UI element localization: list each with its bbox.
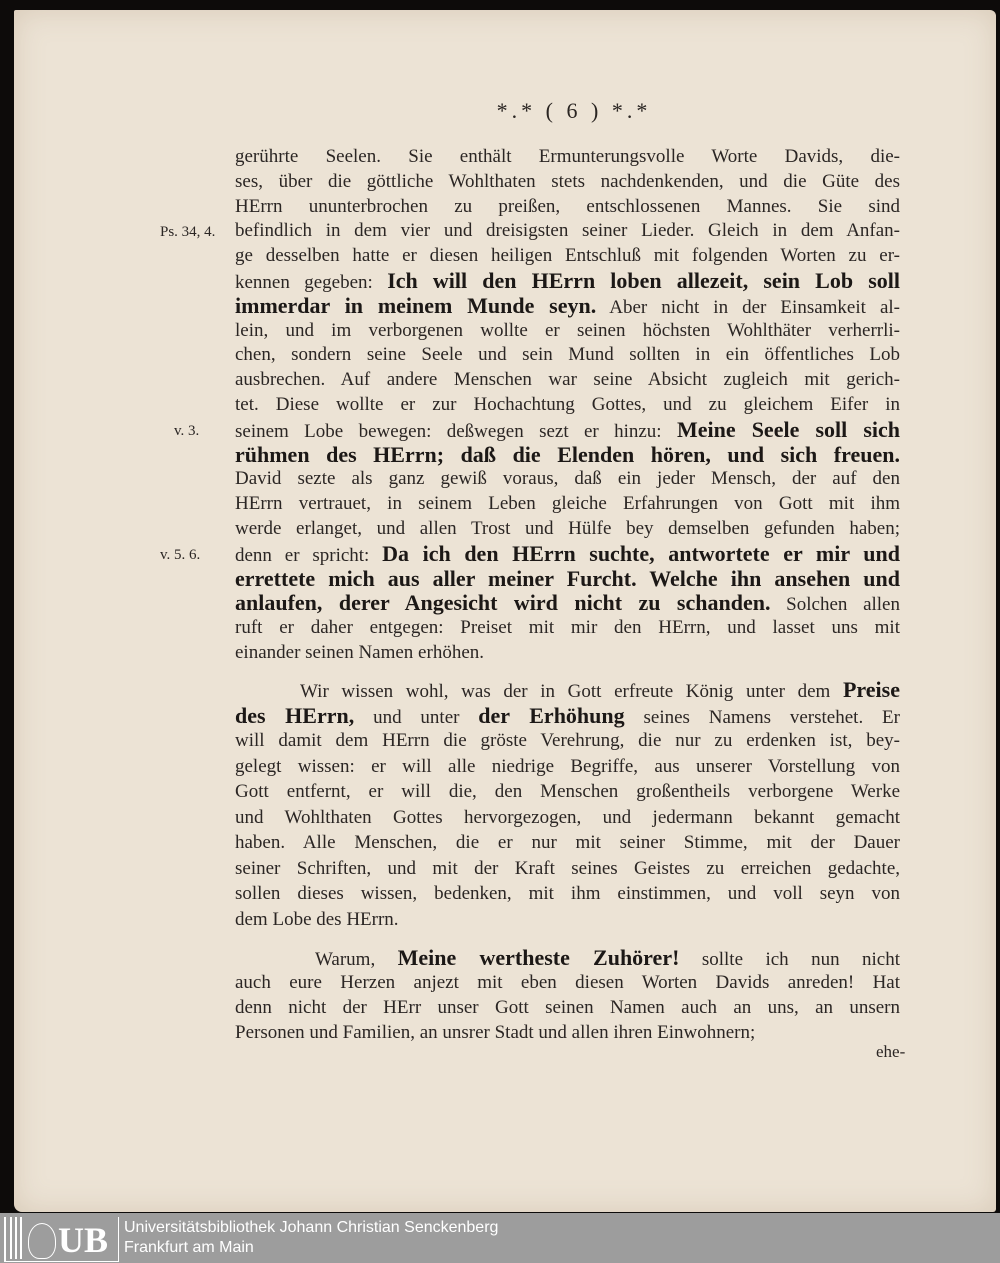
text-line — [235, 592, 900, 616]
text-line — [235, 730, 900, 752]
text-line — [235, 196, 900, 218]
text-run: ruft er daher entgegen: Preiset mit mir den HErrn, und lasset uns mit — [235, 617, 900, 639]
text-run: tet. Diese wollte er zur Hochachtung Gottes, und zu gleichem Eifer in — [235, 394, 900, 415]
text-line — [235, 270, 900, 294]
text-line — [235, 702, 900, 729]
text-line — [315, 947, 900, 971]
text-line — [235, 369, 900, 391]
text-run: sollen dieses wissen, bedenken, mit ihm einstimmen, und voll seyn von — [235, 883, 900, 904]
emphasized-quote: rühmen des HErrn; daß die Elenden hören, und sich freuen. — [235, 441, 900, 467]
text-line — [235, 245, 900, 267]
library-footer-banner — [0, 1213, 1000, 1263]
library-logo — [4, 1217, 119, 1262]
text-run: Solchen allen — [770, 594, 900, 616]
emphasized-quote: Ich will den HErrn loben allezeit, sein Lob soll — [387, 268, 901, 293]
text-line — [235, 468, 900, 490]
text-run: werde erlanget, und allen Trost und Hülfe bey demselben gefunden haben; — [235, 518, 900, 539]
margin-note: v. 3. — [174, 422, 200, 439]
text-line — [235, 972, 900, 994]
emphasized-quote: Preise — [842, 677, 900, 702]
portrait-icon — [28, 1223, 56, 1259]
text-run: einander seinen Namen erhöhen. — [235, 642, 485, 663]
text-line — [235, 171, 900, 193]
page-number-header: *.* ( 6 ) *.* — [496, 98, 652, 123]
text-line — [235, 883, 900, 905]
text-line — [235, 565, 900, 592]
text-run: David sezte als ganz gewiß voraus, daß ein jeder Mensch, der auf den — [235, 468, 900, 490]
text-line — [235, 292, 900, 319]
text-run: ge desselben hatte er diesen heiligen Entschluß mit folgenden Worten zu er- — [235, 245, 900, 267]
text-run: und unter — [354, 706, 479, 728]
emphasized-quote: Da ich den HErrn suchte, antwortete er mir und — [382, 540, 900, 566]
text-run: gelegt wissen: er will alle niedrige Begriffe, aus unserer Vorstellung von — [235, 755, 900, 777]
text-run: chen, sondern seine Seele und sein Mund sollten in ein öffentliches Lob — [235, 344, 900, 366]
text-run: sollte ich nun nicht — [679, 949, 901, 970]
text-run: Gott entfernt, er will die, den Menschen großentheils verborgene Werke — [235, 781, 900, 802]
text-run: ausbrechen. Auf andere Menschen war seine Absicht zugleich mit gerich- — [235, 369, 900, 391]
text-run: Warum, — [315, 949, 398, 970]
text-run: HErrn ununterbrochen zu preißen, entschlossenen Mannes. Sie sind — [235, 195, 900, 217]
text-line — [235, 540, 900, 567]
text-run: seiner Schriften, und mit der Kraft seines Geistes zu erreichen gedachte, — [235, 857, 900, 879]
text-run: auch eure Herzen anjezt mit eben diesen Worten Davids anreden! Hat — [235, 972, 900, 993]
catchword: ehe- — [876, 1042, 906, 1061]
text-line — [235, 344, 900, 366]
text-line — [235, 858, 900, 880]
text-line — [235, 909, 900, 931]
text-run: denn er spricht: — [235, 544, 383, 566]
text-run: und Wohlthaten Gottes hervorgezogen, und jedermann bekannt gemacht — [235, 806, 900, 828]
text-run: Personen und Familien, an unsrer Stadt und allen ihren Einwohnern; — [235, 1022, 756, 1043]
text-line — [235, 493, 900, 515]
text-line — [235, 997, 900, 1019]
text-line — [235, 220, 900, 242]
margin-note: v. 5. 6. — [160, 546, 201, 563]
text-run: seinem Lobe bewegen: deßwegen sezt er hinzu: — [235, 420, 677, 442]
text-line — [235, 394, 900, 416]
text-run: Aber nicht in der Einsamkeit al- — [596, 296, 900, 318]
logo-text: UB — [58, 1220, 109, 1260]
institution-city: Frankfurt am Main — [124, 1239, 254, 1256]
emphasized-quote: Meine Seele soll sich — [676, 416, 901, 442]
text-line — [300, 679, 900, 703]
text-line — [235, 416, 901, 443]
institution-name: Universitätsbibliothek Johann Christian Senckenberg — [124, 1219, 499, 1236]
text-run: befindlich in dem vier und dreisigsten seiner Lieder. Gleich in dem Anfan- — [235, 220, 900, 242]
emphasized-quote: anlaufen, derer Angesicht wird nicht zu schanden. — [235, 590, 771, 616]
text-run: Wir wissen wohl, was der in Gott erfreute König unter dem — [300, 681, 843, 702]
emphasized-quote: immerdar in meinem Munde seyn. — [235, 292, 597, 318]
text-line — [235, 518, 900, 540]
text-run: dem Lobe des HErrn. — [235, 908, 399, 930]
document-page — [14, 10, 996, 1212]
text-line — [235, 756, 900, 778]
text-line — [235, 617, 900, 639]
text-line — [235, 807, 900, 829]
margin-note: Ps. 34, 4. — [160, 224, 216, 241]
text-line — [235, 781, 900, 803]
text-line — [235, 146, 900, 168]
text-run: will damit dem HErrn die gröste Verehrung, die nur zu erdenken ist, bey- — [235, 730, 900, 751]
text-line — [235, 642, 900, 664]
emphasized-quote: der Erhöhung — [478, 702, 625, 728]
text-run: kennen gegeben: — [235, 272, 388, 293]
emphasized-quote: Meine wertheste Zuhörer! — [397, 945, 680, 970]
text-line — [235, 832, 900, 854]
text-run: seines Namens verstehet. Er — [624, 706, 900, 728]
emphasized-quote: des HErrn, — [235, 702, 355, 728]
text-run: haben. Alle Menschen, die er nur mit seiner Stimme, mit der Dauer — [235, 832, 900, 853]
emphasized-quote: errettete mich aus aller meiner Furcht. Welche ihn ansehen und — [235, 565, 900, 591]
text-run: lein, und im verborgenen wollte er seinen höchsten Wohlthäter verherrli- — [235, 319, 900, 341]
text-run: gerührte Seelen. Sie enthält Ermunterungsvolle Worte Davids, die- — [235, 146, 900, 167]
text-line — [235, 320, 900, 342]
text-line — [235, 1022, 900, 1044]
text-run: denn nicht der HErr unser Gott seinen Namen auch an uns, an unsern — [235, 997, 900, 1018]
text-run: ses, über die göttliche Wohlthaten stets nachdenkenden, und die Güte des — [235, 170, 900, 192]
text-line — [235, 441, 900, 468]
text-run: HErrn vertrauet, in seinem Leben gleiche Erfahrungen von Gott mit ihm — [235, 493, 900, 515]
